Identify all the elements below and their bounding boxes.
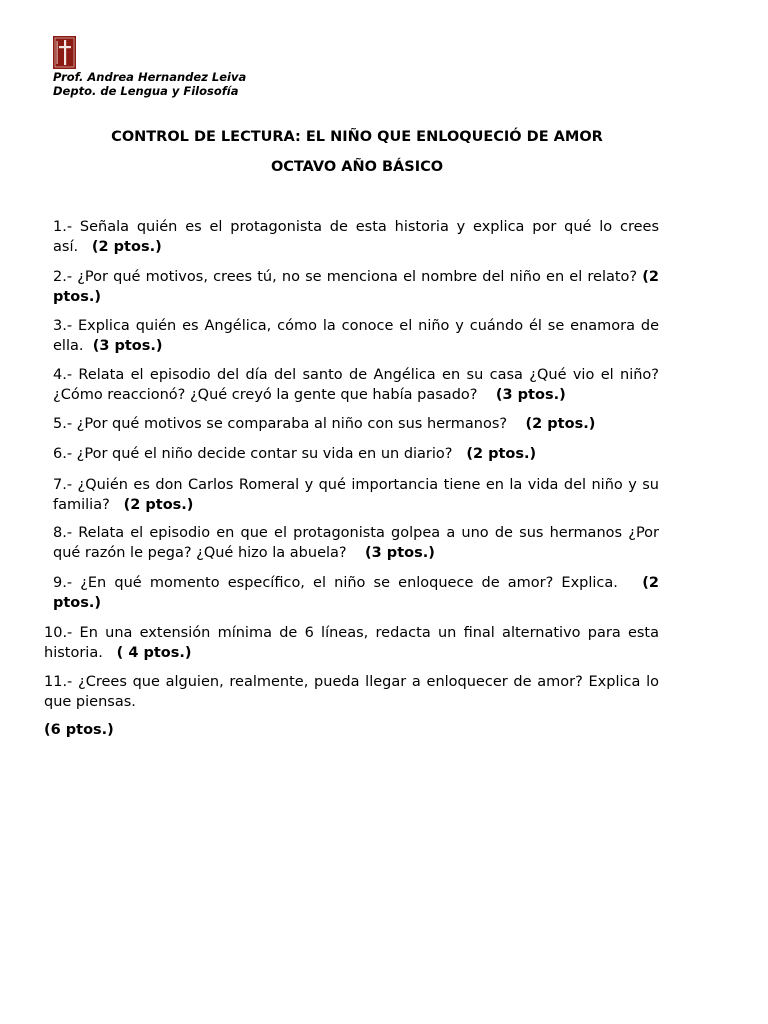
question-points: (3 ptos.) <box>495 386 566 403</box>
question-text: 11.- ¿Crees que alguien, realmente, pueda llegar a enloquecer de amor? Explica lo que piensas. <box>44 674 659 710</box>
document-title: CONTROL DE LECTURA: EL NIÑO QUE ENLOQUECIÓ DE AMOR <box>111 129 603 145</box>
question-4 <box>53 366 659 405</box>
question-3 <box>53 317 659 356</box>
question-text: 6.- ¿Por qué el niño decide contar su vida en un diario? <box>53 446 453 462</box>
question-8 <box>53 524 659 563</box>
question-text: 5.- ¿Por qué motivos se comparaba al niño con sus hermanos? <box>53 416 508 432</box>
question-points: (2 ptos.) <box>53 269 659 305</box>
question-text: 10.- En una extensión mínima de 6 líneas, redacta un final alternativo para esta historia. <box>44 625 659 661</box>
question-7 <box>53 476 659 515</box>
question-11-points: (6 ptos.) <box>44 722 114 738</box>
teacher-name: Prof. Andrea Hernandez Leiva <box>53 70 247 84</box>
question-points: (2 ptos.) <box>525 416 596 432</box>
cross-logo-icon <box>53 36 76 69</box>
question-2 <box>53 268 659 307</box>
question-points: ( 4 ptos.) <box>116 644 192 661</box>
department-name: Depto. de Lengua y Filosofía <box>53 84 239 98</box>
question-text: 1.- Señala quién es el protagonista de esta historia y explica por qué lo crees así. <box>53 219 659 255</box>
question-10 <box>44 624 659 663</box>
document-header <box>53 70 246 98</box>
question-text: 3.- Explica quién es Angélica, cómo la conoce el niño y cuándo él se enamora de ella. <box>53 318 659 354</box>
question-text: 7.- ¿Quién es don Carlos Romeral y qué importancia tiene en la vida del niño y su familia? <box>53 477 659 513</box>
question-text: 4.- Relata el episodio del día del santo de Angélica en su casa ¿Qué vio el niño? ¿Cómo reaccionó? ¿Qué creyó la gente que había pasado? <box>53 367 659 403</box>
question-6 <box>53 445 659 465</box>
question-9 <box>53 574 659 613</box>
question-points: (3 ptos.) <box>92 337 163 354</box>
question-11 <box>44 673 659 712</box>
question-text: 9.- ¿En qué momento específico, el niño se enloquece de amor? Explica. <box>53 575 618 591</box>
question-points: (2 ptos.) <box>123 496 194 513</box>
question-points: (3 ptos.) <box>365 544 435 561</box>
question-points: (2 ptos.) <box>91 238 162 255</box>
question-1 <box>53 218 659 257</box>
question-points: (2 ptos.) <box>53 575 659 611</box>
question-text: 8.- Relata el episodio en que el protagonista golpea a uno de sus hermanos ¿Por qué razón le pega? ¿Qué hizo la abuela? <box>53 525 659 561</box>
question-points: (2 ptos.) <box>466 446 537 462</box>
school-logo <box>53 36 76 69</box>
question-5 <box>53 415 659 435</box>
question-text: 2.- ¿Por qué motivos, crees tú, no se menciona el nombre del niño en el relato? <box>53 269 638 285</box>
document-subtitle: OCTAVO AÑO BÁSICO <box>270 159 444 175</box>
